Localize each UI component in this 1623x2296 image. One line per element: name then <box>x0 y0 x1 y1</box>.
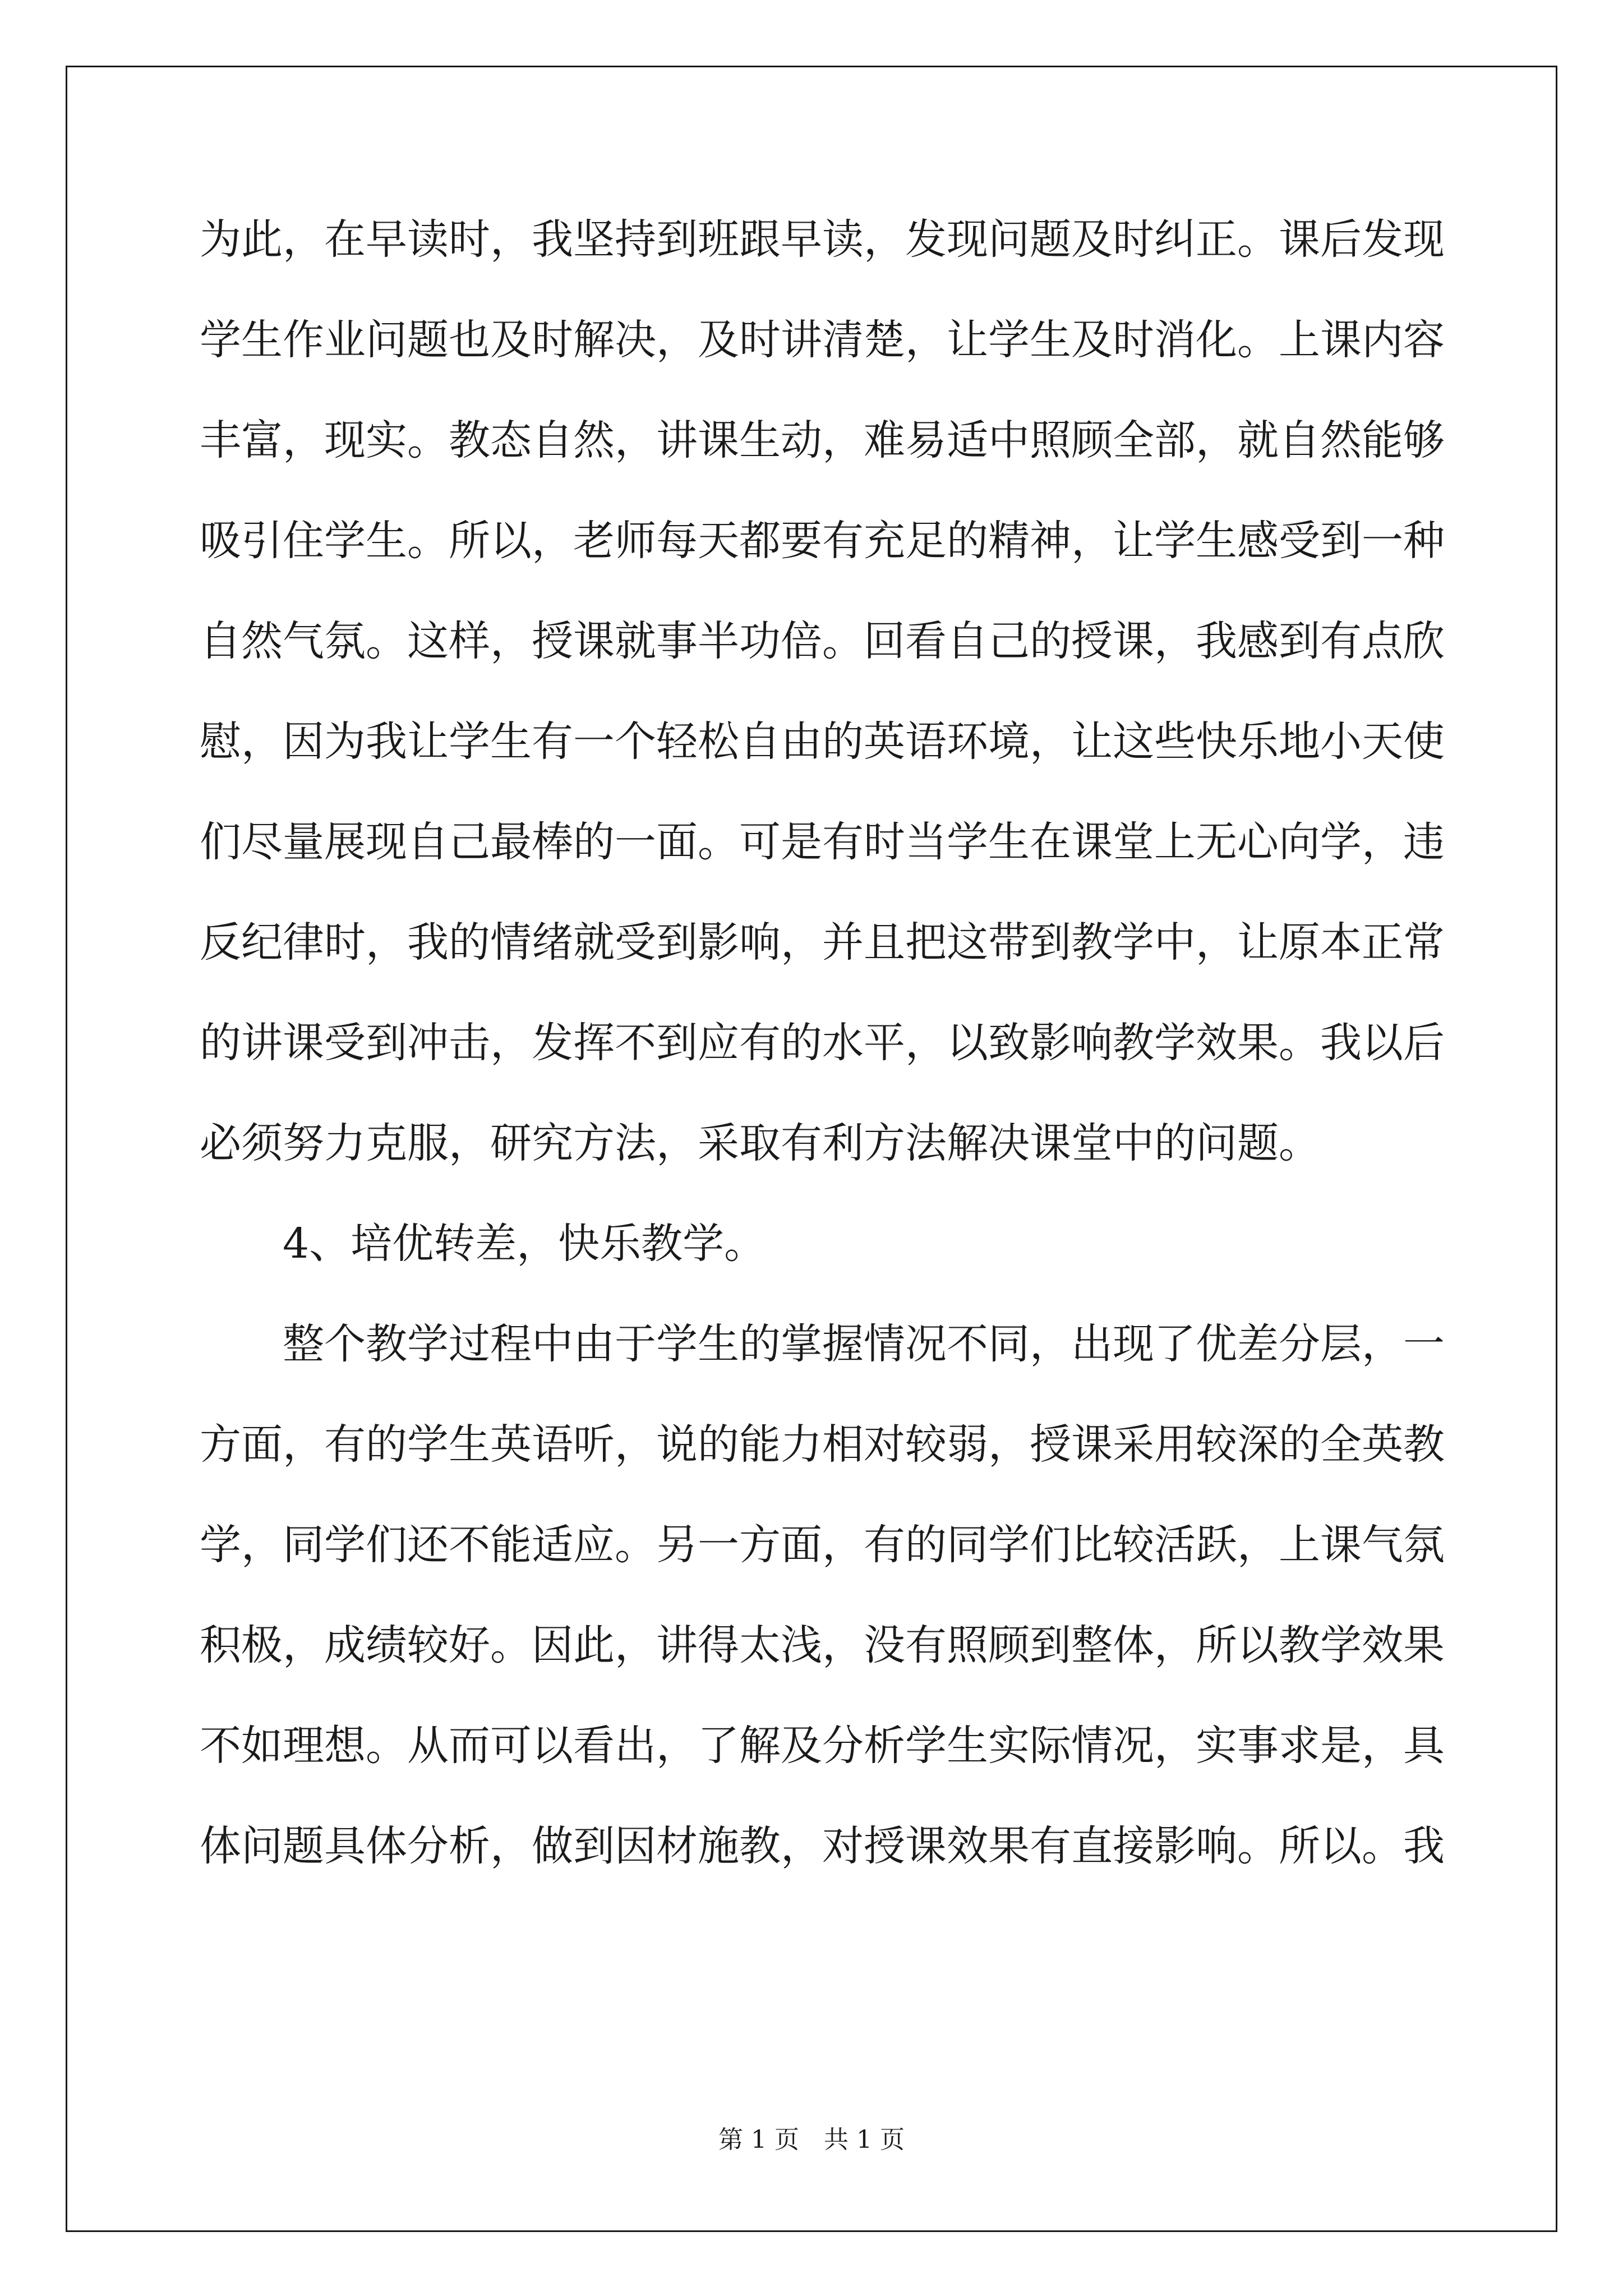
page-number-footer: 第 1 页 共 1 页 <box>718 2125 905 2154</box>
text-line: 学，同学们还不能适应。另一方面，有的同学们比较活跃，上课气氛 <box>200 1521 1445 1569</box>
text-line: 为此，在早读时，我坚持到班跟早读，发现问题及时纠正。课后发现 <box>200 215 1445 264</box>
text-line: 不如理想。从而可以看出，了解及分析学生实际情况，实事求是，具 <box>200 1722 1445 1770</box>
text-line: 必须努力克服，研究方法，采取有利方法解决课堂中的问题。 <box>200 1119 1320 1167</box>
text-line: 整个教学过程中由于学生的掌握情况不同，出现了优差分层，一 <box>283 1320 1445 1368</box>
text-line: 的讲课受到冲击，发挥不到应有的水平，以致影响教学效果。我以后 <box>200 1019 1445 1067</box>
text-line: 反纪律时，我的情绪就受到影响，并且把这带到教学中，让原本正常 <box>200 918 1445 967</box>
text-line: 积极，成绩较好。因此，讲得太浅，没有照顾到整体，所以教学效果 <box>200 1621 1445 1669</box>
text-line: 吸引住学生。所以，老师每天都要有充足的精神，让学生感受到一种 <box>200 517 1445 565</box>
text-line: 慰，因为我让学生有一个轻松自由的英语环境，让这些快乐地小天使 <box>200 717 1445 766</box>
text-line: 自然气氛。这样，授课就事半功倍。回看自己的授课，我感到有点欣 <box>200 617 1445 665</box>
section-heading: 4、培优转差，快乐教学。 <box>283 1220 766 1268</box>
text-line: 方面，有的学生英语听，说的能力相对较弱，授课采用较深的全英教 <box>200 1420 1445 1469</box>
text-line: 体问题具体分析，做到因材施教，对授课效果有直接影响。所以。我 <box>200 1822 1445 1870</box>
text-line: 学生作业问题也及时解决，及时讲清楚，让学生及时消化。上课内容 <box>200 316 1445 364</box>
text-line: 丰富，现实。教态自然，讲课生动，难易适中照顾全部，就自然能够 <box>200 416 1445 464</box>
document-body <box>200 190 1445 1897</box>
text-line: 们尽量展现自己最棒的一面。可是有时当学生在课堂上无心向学，违 <box>200 818 1445 866</box>
